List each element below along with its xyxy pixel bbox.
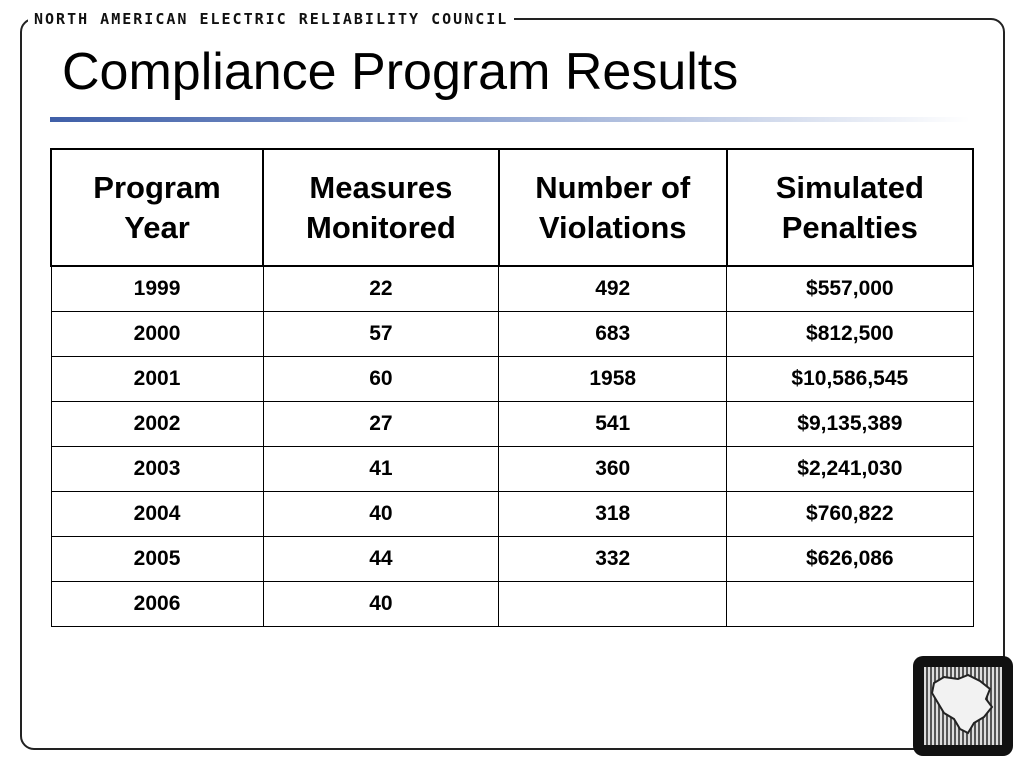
cell-number-of-violations: 683 xyxy=(499,312,727,357)
cell-measures-monitored: 40 xyxy=(263,582,499,627)
cell-number-of-violations: 541 xyxy=(499,402,727,447)
column-header-measures-monitored xyxy=(263,149,499,266)
cell-simulated-penalties: $10,586,545 xyxy=(727,357,973,402)
cell-measures-monitored: 40 xyxy=(263,492,499,537)
column-header-line: Monitored xyxy=(306,209,456,245)
cell-simulated-penalties: $812,500 xyxy=(727,312,973,357)
column-header-program-year xyxy=(51,149,263,266)
cell-program-year: 2000 xyxy=(51,312,263,357)
table-row xyxy=(51,447,973,492)
cell-simulated-penalties: $2,241,030 xyxy=(727,447,973,492)
column-header-line: Number of xyxy=(535,169,691,205)
cell-program-year: 2006 xyxy=(51,582,263,627)
cell-number-of-violations xyxy=(499,582,727,627)
table-row xyxy=(51,582,973,627)
table-row xyxy=(51,402,973,447)
table-row xyxy=(51,537,973,582)
table-row xyxy=(51,492,973,537)
cell-number-of-violations: 492 xyxy=(499,266,727,312)
cell-program-year: 2004 xyxy=(51,492,263,537)
table-header-row xyxy=(51,149,973,266)
column-header-number-of-violations xyxy=(499,149,727,266)
cell-program-year: 2002 xyxy=(51,402,263,447)
cell-simulated-penalties: $9,135,389 xyxy=(727,402,973,447)
column-header-line: Violations xyxy=(538,209,687,245)
cell-measures-monitored: 41 xyxy=(263,447,499,492)
cell-number-of-violations: 360 xyxy=(499,447,727,492)
title-underline xyxy=(50,117,970,122)
cell-simulated-penalties: $557,000 xyxy=(727,266,973,312)
cell-number-of-violations: 318 xyxy=(499,492,727,537)
cell-program-year: 2001 xyxy=(51,357,263,402)
column-header-simulated-penalties xyxy=(727,149,973,266)
cell-measures-monitored: 22 xyxy=(263,266,499,312)
column-header-line: Year xyxy=(124,209,190,245)
cell-program-year: 1999 xyxy=(51,266,263,312)
cell-measures-monitored: 44 xyxy=(263,537,499,582)
column-header-line: Simulated xyxy=(775,169,924,205)
cell-measures-monitored: 60 xyxy=(263,357,499,402)
cell-measures-monitored: 57 xyxy=(263,312,499,357)
results-table xyxy=(50,148,974,627)
organization-name: NORTH AMERICAN ELECTRIC RELIABILITY COUNCIL xyxy=(28,10,514,28)
table-row xyxy=(51,357,973,402)
cell-simulated-penalties: $760,822 xyxy=(727,492,973,537)
table-row xyxy=(51,266,973,312)
cell-program-year: 2003 xyxy=(51,447,263,492)
cell-program-year: 2005 xyxy=(51,537,263,582)
page-title: Compliance Program Results xyxy=(62,43,739,101)
cell-simulated-penalties xyxy=(727,582,973,627)
nerc-logo xyxy=(913,656,1013,756)
cell-number-of-violations: 332 xyxy=(499,537,727,582)
column-header-line: Program xyxy=(93,169,221,205)
cell-measures-monitored: 27 xyxy=(263,402,499,447)
cell-number-of-violations: 1958 xyxy=(499,357,727,402)
column-header-line: Measures xyxy=(309,169,453,205)
column-header-line: Penalties xyxy=(781,209,918,245)
table-row xyxy=(51,312,973,357)
north-america-map-icon xyxy=(924,667,1002,745)
cell-simulated-penalties: $626,086 xyxy=(727,537,973,582)
